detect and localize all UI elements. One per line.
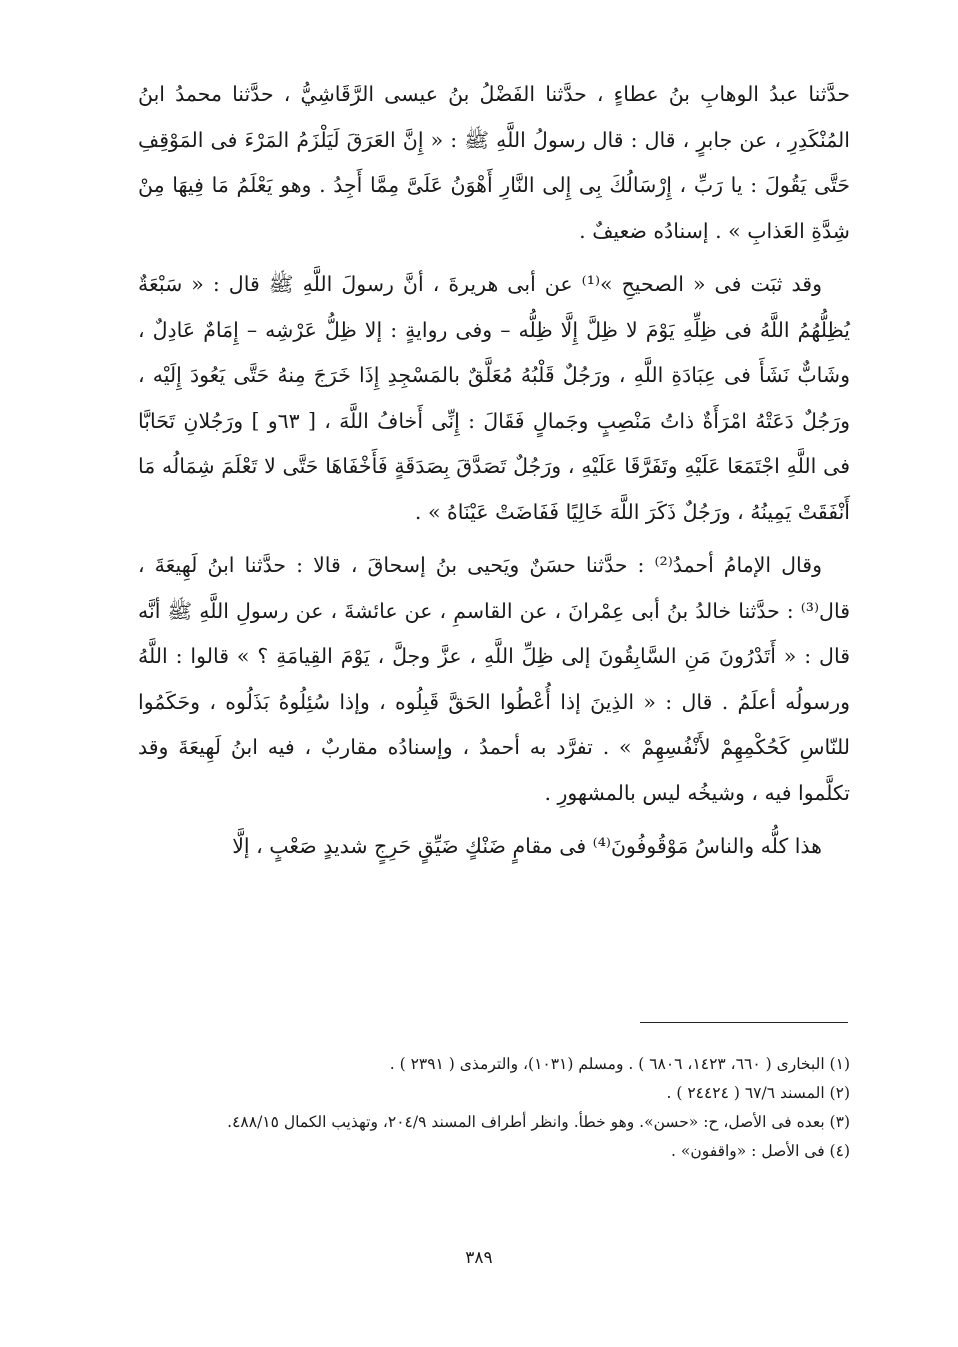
paragraph-3: وقال الإمامُ أحمدُ⁽²⁾ : حدَّثنا حسَنٌ ويَحيى بنُ إسحاقَ ، قالا : حدَّثنا ابنُ لَهِيعَةَ ، قال⁽³⁾ : حدَّثنا خالدُ بنُ أبى عِمْرانَ ، عن القاسمِ ، عن عائشةَ ، عن رسولِ اللَّهِ ﷺ أنَّه قال : « أَتَدْرُونَ مَنِ السَّابِقُونَ إلى ظِلِّ اللَّهِ ، عزَّ وجلَّ ، يَوْمَ القِيامَةِ ؟ » قالوا : اللَّهُ ورسولُه أعلَمُ . قال : « الذِينَ إذا أُعْطُوا الحَقَّ قَبِلُوه ، وإذا سُئِلُوهُ بَذَلُوه ، وحَكَمُوا للنّاسِ كَحُكْمِهِمْ لأَنْفُسِهِمْ » . تفرَّد به أحمدُ ، وإسنادُه مقاربٌ ، فيه ابنُ لَهِيعَةَ وقد تكلَّموا فيه ، وشيخُه ليس بالمشهورِ . <box>138 553 850 805</box>
paragraph-1: حدَّثنا عبدُ الوهابِ بنُ عطاءٍ ، حدَّثنا الفَضْلُ بنُ عيسى الرَّقَاشِيُّ ، حدَّثنا محمدُ ابنُ المُنْكَدِرِ ، عن جابرٍ ، قال : قال رسولُ اللَّهِ ﷺ : « إِنَّ العَرَقَ لَيَلْزَمُ المَرْءَ فى المَوْقِفِ حَتَّى يَقُولَ : يا رَبِّ ، إِرْسَالُكَ بِى إِلى النَّارِ أَهْوَنُ عَلَىَّ مِمَّا أَجِدُ . وهو يَعْلَمُ مَا فِيهَا مِنْ شِدَّةِ العَذابِ » . إسنادُه ضعيفٌ . <box>138 82 850 243</box>
paragraph-4: هذا كلُّه والناسُ مَوْقُوفُونَ⁽⁴⁾ فى مقامٍ ضَنْكٍ ضَيِّقٍ حَرِجٍ شديدٍ صَعْبٍ ، إلَّا <box>232 834 822 858</box>
footnote-1: (١) البخارى ( ٦٦٠، ١٤٢٣، ٦٨٠٦ ) . ومسلم (١٠٣١)، والترمذى ( ٢٣٩١ ) . <box>389 1055 850 1073</box>
footnotes <box>138 1050 850 1166</box>
paragraph-2: وقد ثبَت فى « الصحيحِ »⁽¹⁾ عن أبى هريرةَ ، أنَّ رسولَ اللَّهِ ﷺ قال : « سَبْعَةٌ يُظِلُّهُمُ اللَّهُ فى ظِلِّهِ يَوْمَ لا ظِلَّ إِلَّا ظِلُّه – وفى روايةٍ : إلا ظِلُّ عَرْشِه – إِمَامٌ عَادِلٌ ، وشَابٌّ نَشَأَ فى عِبَادَةِ اللَّهِ ، ورَجُلٌ قَلْبُهُ مُعَلَّقٌ بالمَسْجِدِ إِذَا خَرَجَ مِنهُ حَتَّى يَعُودَ إِلَيْه ، ورَجُلٌ دَعَتْهُ امْرَأَةٌ ذاتُ مَنْصِبٍ وجَمالٍ فَقَالَ : إِنِّى أَخافُ اللَّهَ ، [ ٦٣و ] ورَجُلانِ تَحَابَّا فى اللَّهِ اجْتَمَعَا عَلَيْهِ وتَفَرَّقَا عَلَيْهِ ، ورَجُلٌ تَصَدَّقَ بِصَدَقَةٍ فَأَخْفَاهَا حَتَّى لا تَعْلَمَ شِمَالُه مَا أَنْفَقَتْ يَمِينُهُ ، ورَجُلٌ ذَكَرَ اللَّهَ خَالِيًا فَفَاضَتْ عَيْنَاهُ » . <box>138 272 851 524</box>
footnote-divider <box>640 1022 848 1023</box>
page-number: ٣٨٩ <box>465 1248 493 1268</box>
footnote-2: (٢) المسند ٦٧/٦ ( ٢٤٤٢٤ ) . <box>666 1084 850 1102</box>
footnote-3: (٣) بعده فى الأصل، ح: «حسن». وهو خطأ. وانظر أطراف المسند ٢٠٤/٩، وتهذيب الكمال ٤٨٨/١٥. <box>227 1113 850 1131</box>
main-text <box>138 72 850 870</box>
footnote-4: (٤) فى الأصل : «واقفون» . <box>671 1142 850 1160</box>
